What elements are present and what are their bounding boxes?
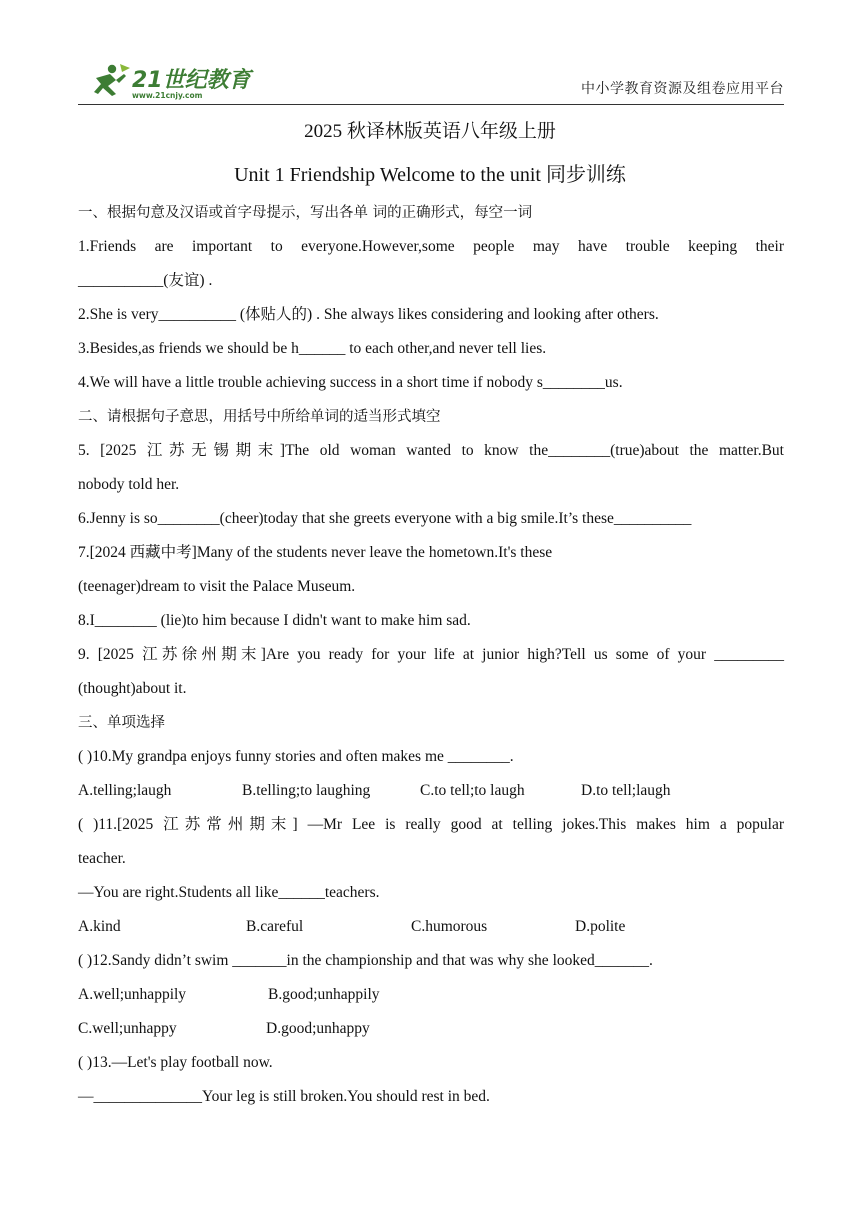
document-title: 2025 秋译林版英语八年级上册 (304, 121, 556, 142)
header-platform-label: 中小学教育资源及组卷应用平台 (581, 81, 784, 97)
question-1-line-1: 1.Friends are important to everyone.However,some people may have trouble keeping their (78, 238, 784, 255)
section-heading-3: 三、单项选择 (78, 715, 165, 731)
question-9-line-1: 9. [2025 江苏徐州期末]Are you ready for your life at junior high?Tell us some of your _________ (78, 646, 784, 663)
question-11-line-1: ( )11.[2025 江苏常州期末] —Mr Lee is really good at telling jokes.This makes him a popular (78, 816, 784, 833)
question-2: 2.She is very__________ (体贴人的) . She always likes considering and looking after others. (78, 306, 659, 323)
option-c: C.to tell;to laugh (420, 782, 525, 799)
question-6: 6.Jenny is so________(cheer)today that she greets everyone with a big smile.It’s these__________ (78, 510, 692, 527)
question-11-line-2: teacher. (78, 850, 126, 867)
option-d: D.polite (575, 918, 626, 935)
question-12: ( )12.Sandy didn’t swim _______in the championship and that was why she looked_______. (78, 952, 653, 969)
option-c: C.well;unhappy (78, 1020, 177, 1037)
exercise-content (78, 196, 784, 1114)
question-11-line-3: —You are right.Students all like______teachers. (78, 884, 380, 901)
question-4: 4.We will have a little trouble achieving success in a short time if nobody s________us. (78, 374, 623, 391)
section-heading-2: 二、请根据句子意思，用括号中所给单词的适当形式填空 (78, 409, 441, 425)
question-5-line-2: nobody told her. (78, 476, 180, 493)
question-13-line-2: —______________Your leg is still broken.You should rest in bed. (78, 1088, 490, 1105)
svg-text:www.21cnjy.com: www.21cnjy.com (132, 91, 203, 100)
question-10-options (78, 774, 784, 808)
option-d: D.good;unhappy (266, 1020, 370, 1037)
option-a: A.telling;laugh (78, 782, 172, 799)
logo-21cnjy (86, 60, 256, 102)
question-5-line-1: 5. [2025 江苏无锡期末]The old woman wanted to know the________(true)about the matter.But (78, 442, 784, 459)
svg-text:21世纪教育: 21世纪教育 (132, 68, 251, 93)
option-a: A.well;unhappily (78, 986, 187, 1003)
question-10: ( )10.My grandpa enjoys funny stories and often makes me ________. (78, 748, 514, 765)
question-13-line-1: ( )13.—Let's play football now. (78, 1054, 273, 1071)
question-8: 8.I________ (lie)to him because I didn't want to make him sad. (78, 612, 471, 629)
document-subtitle: Unit 1 Friendship Welcome to the unit 同步训练 (234, 164, 626, 186)
section-heading-1: 一、根据句意及汉语或首字母提示，写出各单 词的正确形式，每空一词 (78, 205, 533, 221)
question-3: 3.Besides,as friends we should be h______ to each other,and never tell lies. (78, 340, 547, 357)
option-b: B.good;unhappily (268, 986, 380, 1003)
option-d: D.to tell;laugh (581, 782, 671, 799)
question-7-line-2: (teenager)dream to visit the Palace Museum. (78, 578, 356, 595)
option-a: A.kind (78, 918, 121, 935)
question-7-line-1: 7.[2024 西藏中考]Many of the students never leave the hometown.It's these (78, 544, 553, 561)
question-1-line-2: ___________(友谊) . (78, 272, 213, 289)
option-b: B.telling;to laughing (242, 782, 371, 799)
page-header (78, 58, 784, 105)
question-9-line-2: (thought)about it. (78, 680, 187, 697)
question-11-options (78, 910, 784, 944)
question-12-options-row-2 (78, 1012, 784, 1046)
option-c: C.humorous (411, 918, 488, 935)
option-b: B.careful (246, 918, 304, 935)
question-12-options-row-1 (78, 978, 784, 1012)
